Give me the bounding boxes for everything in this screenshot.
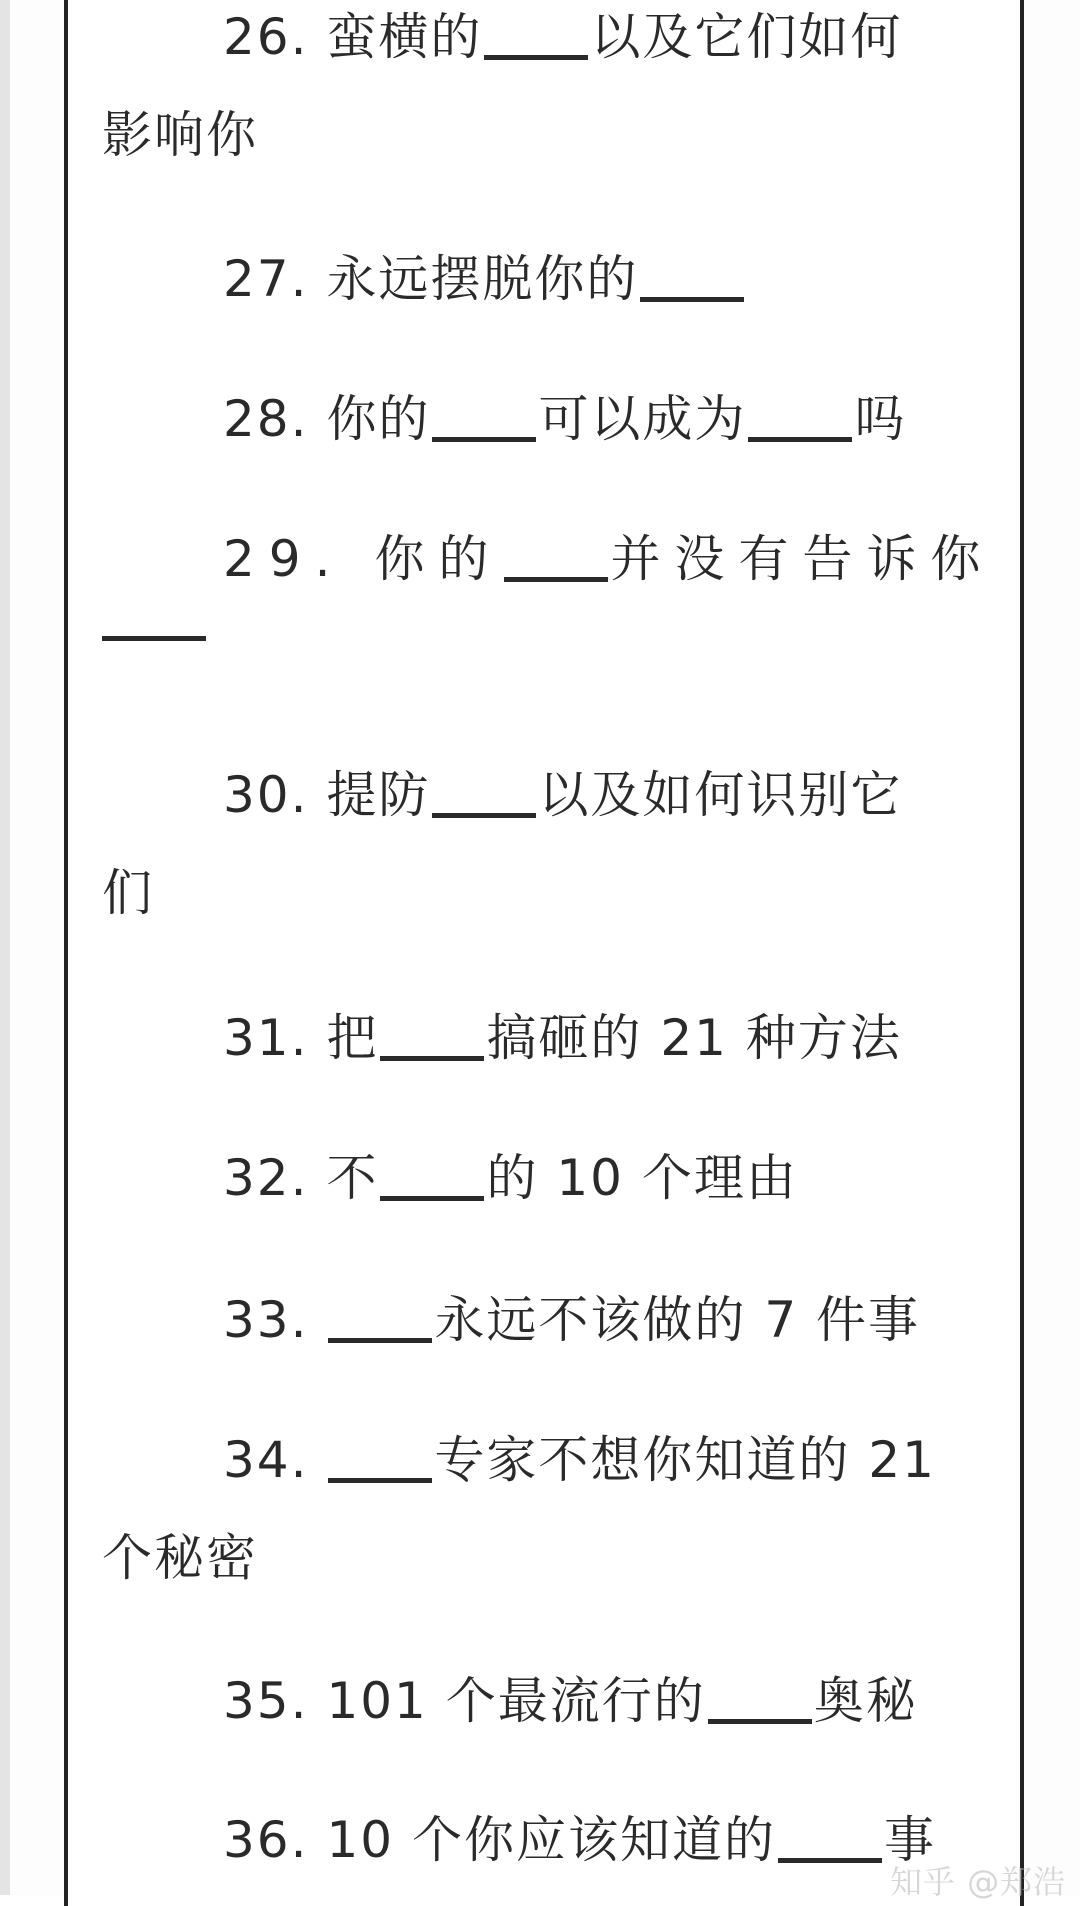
list-item: [102, 1271, 1022, 1369]
item-number: 29.: [223, 530, 345, 588]
item-text: 的 10 个理由: [486, 1149, 798, 1207]
fill-blank: [504, 577, 608, 582]
item-text: 以及它们如何: [590, 8, 903, 66]
item-number: 28.: [223, 390, 309, 448]
item-number: 34.: [223, 1431, 309, 1489]
item-text: 不: [326, 1149, 379, 1207]
list-item: [102, 1791, 1022, 1889]
item-text: 专家不想你知道的 21: [434, 1431, 936, 1489]
list-item: [102, 1411, 1022, 1607]
item-continuation: 影响你: [102, 106, 258, 164]
list-item: [102, 1129, 1022, 1227]
item-number: 26.: [223, 8, 309, 66]
content-card: [64, 0, 1024, 1906]
item-number: 31.: [223, 1009, 309, 1067]
fill-blank: [748, 437, 852, 442]
list-item: [102, 370, 1022, 468]
item-text: 搞砸的 21 种方法: [486, 1009, 902, 1067]
list-item: [102, 1652, 1022, 1750]
left-edge-strip: [0, 0, 10, 1895]
item-number: 27.: [223, 250, 309, 308]
item-text: 10 个你应该知道的: [326, 1811, 776, 1869]
list-item: [102, 230, 1022, 328]
item-text: 提防: [326, 766, 431, 824]
list-item: [102, 989, 1022, 1087]
watermark-text: 知乎 @郑浩: [890, 1863, 1067, 1901]
item-text: 可以成为: [538, 390, 747, 448]
list-item: [102, 0, 1022, 184]
fill-blank: [432, 437, 536, 442]
fill-blank: [640, 297, 744, 302]
item-text: 吗: [854, 390, 907, 448]
item-text: 以及如何识别它: [538, 766, 903, 824]
list-item: [102, 746, 1022, 942]
item-number: 30.: [223, 766, 309, 824]
item-text: 永远摆脱你的: [326, 250, 639, 308]
item-text: 把: [326, 1009, 379, 1067]
item-number: 35.: [223, 1672, 309, 1730]
item-text: 事: [883, 1811, 936, 1869]
fill-blank: [380, 1196, 484, 1201]
item-text: 你的: [326, 390, 431, 448]
item-text: 奥秘: [813, 1672, 918, 1730]
fill-blank: [708, 1719, 812, 1724]
item-text: 并没有告诉你: [610, 530, 995, 588]
fill-blank: [778, 1858, 882, 1863]
list-item: [102, 510, 1022, 641]
item-number: 32.: [223, 1149, 309, 1207]
item-text: 永远不该做的 7 件事: [434, 1291, 921, 1349]
fill-blank: [432, 813, 536, 818]
item-text: 101 个最流行的: [326, 1672, 706, 1730]
fill-blank: [328, 1338, 432, 1343]
item-continuation: 个秘密: [102, 1529, 258, 1587]
fill-blank: [102, 636, 206, 641]
item-number: 36.: [223, 1811, 309, 1869]
item-text: 蛮横的: [326, 8, 483, 66]
item-continuation: 们: [102, 864, 154, 922]
item-text: 你的: [374, 530, 503, 588]
fill-blank: [380, 1056, 484, 1061]
fill-blank: [328, 1478, 432, 1483]
item-number: 33.: [223, 1291, 309, 1349]
fill-blank: [484, 55, 588, 60]
